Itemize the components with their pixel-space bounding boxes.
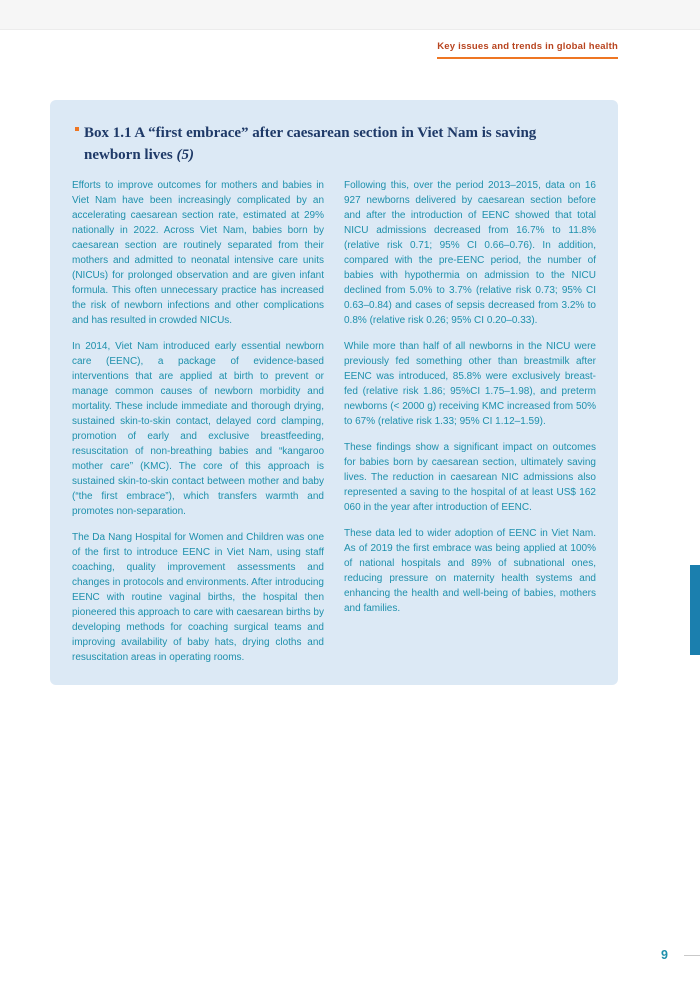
- paragraph: The Da Nang Hospital for Women and Children was one of the first to introduce EENC in Viet Nam, using staff coaching, quality improvement assessments and changes in protocols and environments. After introducing EENC with routine vaginal births, the hospital then pioneered this approach to care with caesarean births by developing methods for coaching surgical teams and improving availability of baby hats, drying cloths and resuscitation areas in operating rooms.: [72, 532, 324, 663]
- running-header: [437, 36, 618, 59]
- box-bullet-icon: [75, 127, 79, 131]
- paragraph: These findings show a significant impact on outcomes for babies born by caesarean section, ultimately saving lives. The reduction in caesarean NIC admissions also represented a saving to the hospital of at least US$ 162 060 in the year after introduction of EENC.: [344, 442, 596, 513]
- box-title: [84, 122, 596, 166]
- box-left-column: [72, 178, 324, 665]
- running-header-text: Key issues and trends in global health: [437, 41, 618, 59]
- box-title-reference: (5): [176, 147, 195, 163]
- footer-rule: [684, 955, 700, 956]
- paragraph: These data led to wider adoption of EENC in Viet Nam. As of 2019 the first embrace was being applied at 100% of national hospitals and 89% of subnational ones, reducing pressure on maternity health systems and enhancing the health and well-being of babies, mothers and families.: [344, 528, 596, 614]
- box-title-row: [72, 122, 596, 166]
- page-number: 9: [661, 948, 668, 962]
- chapter-edge-tab: [690, 565, 700, 655]
- paragraph: In 2014, Viet Nam introduced early essential newborn care (EENC), a package of evidence-based interventions that are applied at birth to prevent or manage common causes of newborn morbidity and mortality. These include immediate and thorough drying, sustained skin-to-skin contact, delayed cord clamping, promotion of early and exclusive breastfeeding, resuscitation of non-breathing babies and “kangaroo mother care” (KMC). The core of this approach is sustained skin-to-skin contact between mother and baby (“the first embrace”), which transfers warmth and promotes non-separation.: [72, 341, 324, 517]
- box-1-1: [50, 100, 618, 685]
- paragraph: Efforts to improve outcomes for mothers and babies in Viet Nam have been increasingly complicated by an accelerating caesarean section rate, estimated at 29% nationally in 2022. Across Viet Nam, babies born by caesarean section are routinely separated from their mothers and admitted to neonatal intensive care units (NICUs) for prolonged observation and are given infant formula. This often unnecessary practice has increased the risk of newborn infections and other complications and has resulted in crowded NICUs.: [72, 180, 324, 326]
- box-title-text: Box 1.1 A “first embrace” after caesarean section in Viet Nam is saving newborn lives: [84, 125, 537, 163]
- box-right-column: [344, 178, 596, 665]
- paragraph: While more than half of all newborns in the NICU were previously fed something other than breastmilk after EENC was introduced, 85.8% were exclusively breast-fed (relative risk 1.86; 95%CI 1.75–1.98), and preterm newborns (< 2000 g) receiving KMC increased from 50% to 67% (relative risk 1.33; 95% CI 1.12–1.59).: [344, 341, 596, 427]
- box-body: [72, 178, 596, 665]
- page-top-margin: [0, 0, 700, 30]
- paragraph: Following this, over the period 2013–2015, data on 16 927 newborns delivered by caesarean section before and after the introduction of EENC showed that total NICU admissions decreased from 16.7% to 11.8% (relative risk 0.71; 95% CI 0.66–0.76). In addition, compared with the pre-EENC period, the number of babies with hypothermia on admission to the NICU declined from 5.0% to 3.7% (relative risk 0.73; 95% CI 0.63–0.84) and cases of sepsis decreased from 3.2% to 0.8% (relative risk 0.26; 95% CI 0.20–0.33).: [344, 180, 596, 326]
